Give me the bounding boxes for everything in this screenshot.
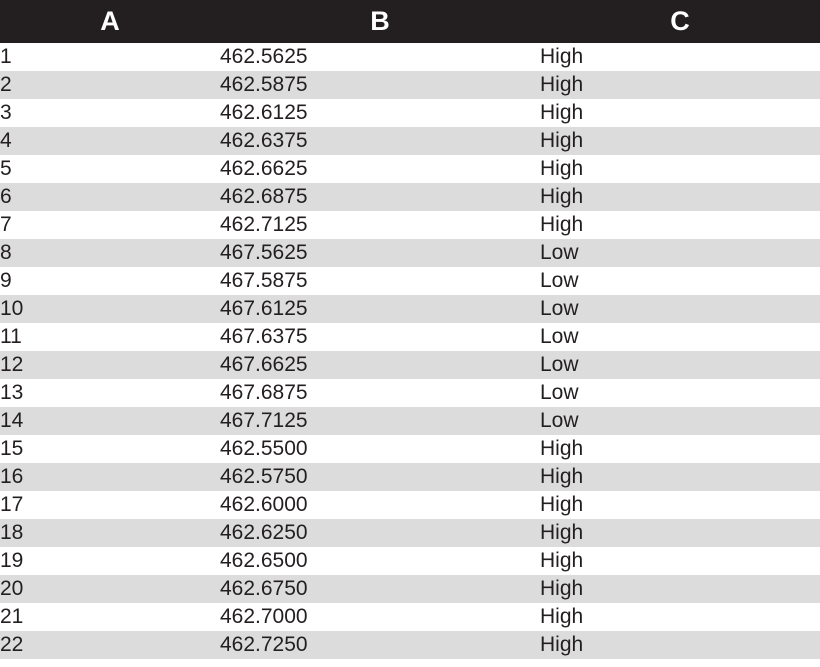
table-row [0,267,820,295]
table-cell-a: 17 [0,491,220,519]
table-cell-a: 18 [0,519,220,547]
table-row [0,631,820,659]
table-cell-c: Low [540,323,820,351]
table-cell-a: 3 [0,99,220,127]
table-cell-b: 467.6625 [220,351,540,379]
table-cell-c: High [540,603,820,631]
table-cell-b: 462.7000 [220,603,540,631]
table-row [0,323,820,351]
table-cell-b: 462.6000 [220,491,540,519]
header-row [0,0,820,43]
table-cell-b: 462.6375 [220,127,540,155]
table-cell-b: 467.6375 [220,323,540,351]
table-cell-b: 462.6625 [220,155,540,183]
table-cell-a: 22 [0,631,220,659]
table-cell-a: 4 [0,127,220,155]
table-cell-c: High [540,155,820,183]
table-cell-b: 462.5750 [220,463,540,491]
table-cell-a: 5 [0,155,220,183]
table-row [0,379,820,407]
table-cell-a: 16 [0,463,220,491]
table-row [0,295,820,323]
table-cell-c: Low [540,407,820,435]
table-cell-a: 8 [0,239,220,267]
table-row [0,575,820,603]
table-cell-c: Low [540,239,820,267]
table-cell-a: 15 [0,435,220,463]
table-row [0,603,820,631]
table-row [0,351,820,379]
table-row [0,71,820,99]
table-cell-b: 462.7250 [220,631,540,659]
table-row [0,127,820,155]
table-cell-c: High [540,519,820,547]
table-cell-a: 10 [0,295,220,323]
table-cell-c: Low [540,295,820,323]
table-cell-b: 467.5625 [220,239,540,267]
table-row [0,491,820,519]
table-cell-c: High [540,71,820,99]
table-cell-a: 1 [0,43,220,71]
table-cell-a: 7 [0,211,220,239]
table-cell-c: High [540,211,820,239]
column-header-a: A [0,0,220,43]
table-cell-b: 467.6125 [220,295,540,323]
table-row [0,211,820,239]
table-cell-b: 462.6125 [220,99,540,127]
table-row [0,155,820,183]
table-cell-c: High [540,463,820,491]
table-cell-b: 467.6875 [220,379,540,407]
table-cell-a: 9 [0,267,220,295]
table-cell-c: High [540,127,820,155]
table-header [0,0,820,43]
table-cell-b: 462.5625 [220,43,540,71]
table-row [0,519,820,547]
table-cell-c: High [540,547,820,575]
table-cell-b: 462.6250 [220,519,540,547]
column-header-b: B [220,0,540,43]
table-cell-b: 462.6500 [220,547,540,575]
table-cell-b: 467.7125 [220,407,540,435]
table-cell-a: 14 [0,407,220,435]
table-cell-a: 6 [0,183,220,211]
table-row [0,43,820,71]
table-row [0,463,820,491]
table-row [0,99,820,127]
table-row [0,435,820,463]
table-cell-a: 19 [0,547,220,575]
table-cell-b: 462.6750 [220,575,540,603]
table-cell-a: 12 [0,351,220,379]
table-row [0,239,820,267]
table-cell-c: High [540,43,820,71]
table-row [0,407,820,435]
table-cell-c: Low [540,351,820,379]
table-cell-b: 467.5875 [220,267,540,295]
table-cell-c: High [540,99,820,127]
table-cell-c: High [540,491,820,519]
table-cell-c: Low [540,267,820,295]
table-cell-c: High [540,183,820,211]
table-cell-b: 462.5875 [220,71,540,99]
table-cell-a: 2 [0,71,220,99]
table-cell-b: 462.6875 [220,183,540,211]
table-body [0,43,820,659]
table-cell-b: 462.5500 [220,435,540,463]
table-cell-a: 21 [0,603,220,631]
table-cell-c: High [540,631,820,659]
table-cell-c: High [540,435,820,463]
table-row [0,547,820,575]
table-cell-a: 13 [0,379,220,407]
table-cell-c: Low [540,379,820,407]
table-cell-c: High [540,575,820,603]
column-header-c: C [540,0,820,43]
table-row [0,183,820,211]
table-cell-a: 20 [0,575,220,603]
table-cell-a: 11 [0,323,220,351]
table-cell-b: 462.7125 [220,211,540,239]
